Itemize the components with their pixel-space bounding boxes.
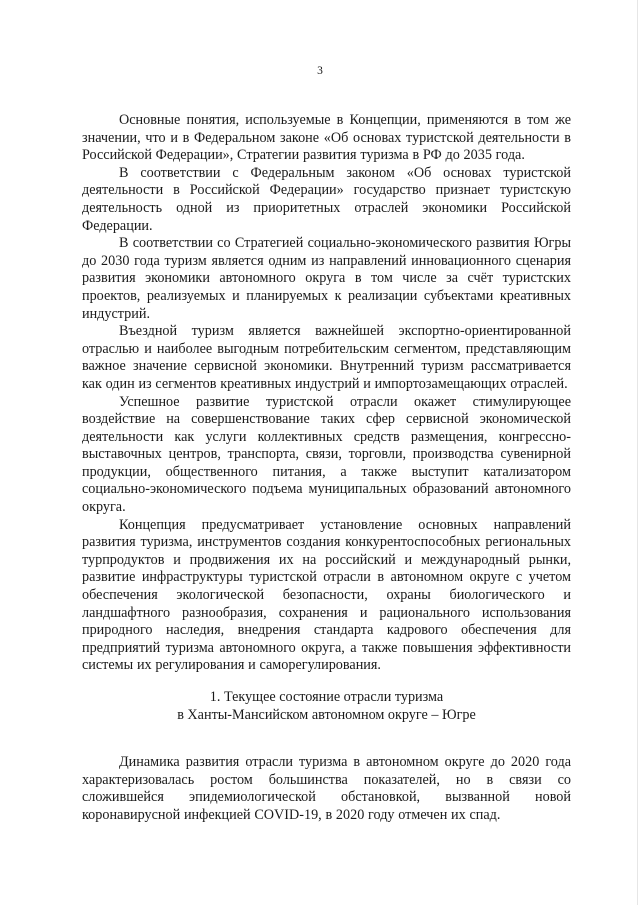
document-body bbox=[82, 112, 571, 825]
section-heading-line-2: в Ханты-Мансийском автономном округе – Югре bbox=[177, 706, 476, 723]
page-number: 3 bbox=[317, 65, 323, 77]
paragraph-strategy: В соответствии со Стратегией социально-экономического развития Югры до 2030 года туризм является одним из направлений инновационного сценария развития экономики автономного округа в том числе за счёт туристских проектов, реализуемых и планируемых к реализации субъектами креативных индустрий. bbox=[82, 235, 571, 322]
paragraph-concept-provisions: Концепция предусматривает установление основных направлений развития туризма, инструментов создания конкурентоспособных региональных турпродуктов и продвижения их на российский и международный рынки, развитие инфраструктуры туристской отрасли в автономном округе с учетом обеспечения экологической безопасности, охраны биологического и ландшафтного разнообразия, сохранения и рационального использования природного наследия, внедрения стандарта кадрового обеспечения для предприятий туризма автономного округа, а также повышения эффективности системы их регулирования и саморегулирования. bbox=[82, 516, 571, 674]
section-heading bbox=[82, 689, 571, 724]
paragraph-federal-law: В соответствии с Федеральным законом «Об основах туристской деятельности в Российской Федерации» государство признает туристскую деятельность одной из приоритетных отраслей экономики Российской Федерации. bbox=[82, 164, 571, 234]
paragraph-tourism-dynamics: Динамика развития отрасли туризма в автономном округе до 2020 года характеризовалась ростом большинства показателей, но в связи со сложившейся эпидемиологической обстановкой, вызванной новой коронавирусной инфекцией COVID-19, в 2020 году отмечен их спад. bbox=[82, 754, 571, 823]
paragraph-industry-development: Успешное развитие туристской отрасли окажет стимулирующее воздействие на совершенствование таких сфер сервисной экономической деятельности как услуги коллективных средств размещения, конгрессно-выставочных центров, транспорта, связи, торговли, производства сувенирной продукции, общественного питания, а также выступит катализатором социально-экономического подъема муниципальных образований автономного округа. bbox=[82, 393, 571, 516]
paragraph-basic-concepts: Основные понятия, используемые в Концепции, применяются в том же значении, что и в Федеральном законе «Об основах туристской деятельности в Российской Федерации», Стратегии развития туризма в РФ до 2035 года. bbox=[82, 112, 571, 164]
scan-edge-line bbox=[637, 0, 638, 905]
section-heading-line-1: 1. Текущее состояние отрасли туризма bbox=[209, 689, 444, 705]
paragraph-inbound-tourism: Въездной туризм является важнейшей экспортно-ориентированной отраслью и наиболее выгодным потребительским сегментом, представляющим важное значение сервисной экономики. Внутренний туризм рассматривается как один из сегментов креативных индустрий и импортозамещающих отраслей. bbox=[82, 323, 571, 392]
